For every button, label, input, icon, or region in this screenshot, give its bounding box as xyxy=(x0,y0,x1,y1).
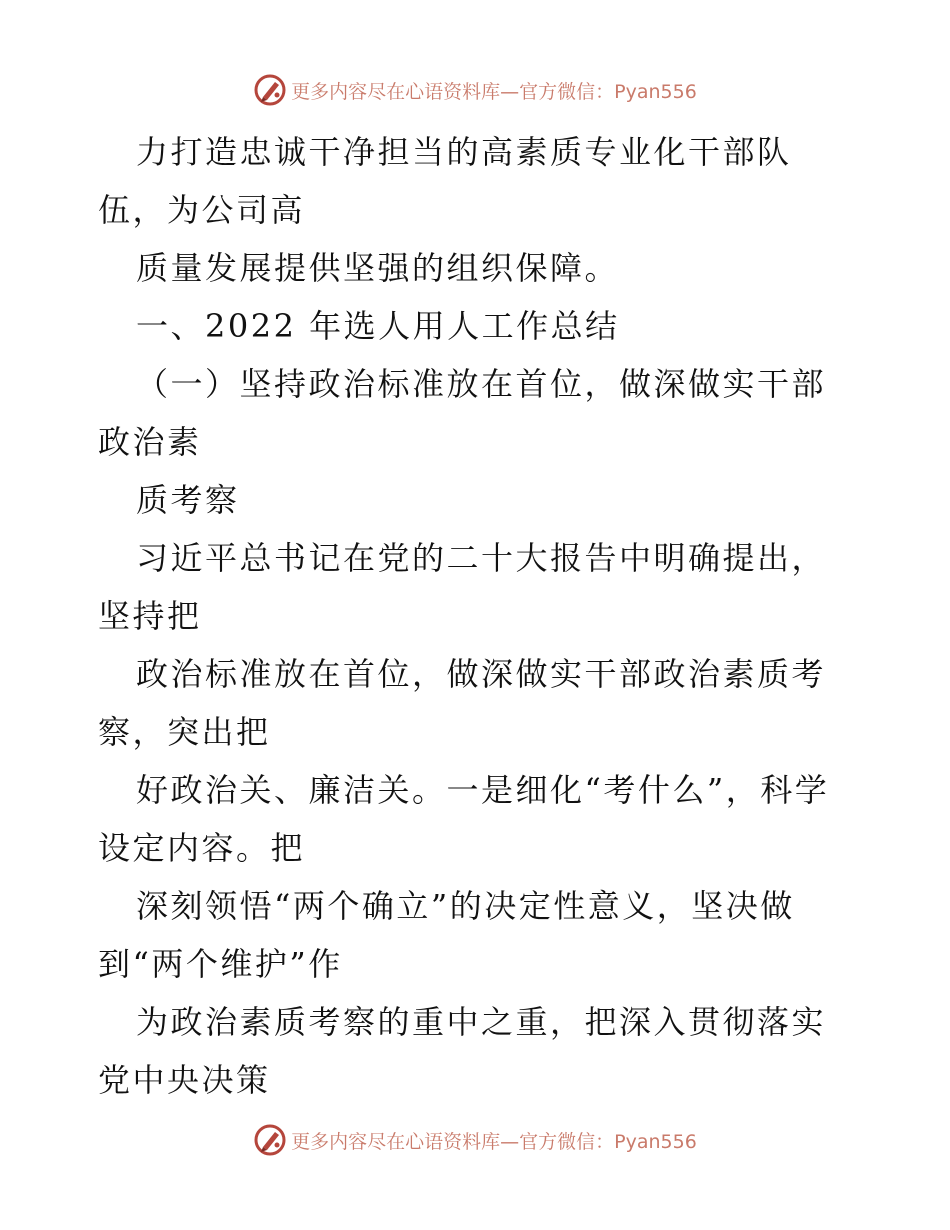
paragraph: 好政治关、廉洁关。一是细化“考什么”，科学设定内容。把 xyxy=(98,771,830,867)
watermark-text: 更多内容尽在心语资料库—官方微信：Pyan556 xyxy=(291,1130,697,1153)
pen-logo-icon xyxy=(253,73,287,107)
paragraph: 质考察 xyxy=(136,481,240,519)
paragraph: 习近平总书记在党的二十大报告中明确提出，坚持把 xyxy=(98,539,827,635)
pen-logo-icon xyxy=(253,1123,287,1157)
footer-watermark xyxy=(0,1120,950,1160)
section-heading: 一、2022 年选人用人工作总结 xyxy=(136,307,620,345)
paragraph: 政治标准放在首位，做深做实干部政治素质考察，突出把 xyxy=(98,655,827,751)
document-body xyxy=(98,123,858,1109)
paragraph: 力打造忠诚干净担当的高素质专业化干部队伍，为公司高 xyxy=(98,133,792,229)
paragraph: 深刻领悟“两个确立”的决定性意义，坚决做到“两个维护”作 xyxy=(98,887,795,983)
paragraph: 质量发展提供坚强的组织保障。 xyxy=(136,249,620,287)
header-watermark xyxy=(0,70,950,110)
paragraph: 为政治素质考察的重中之重，把深入贯彻落实党中央决策 xyxy=(98,1003,827,1099)
watermark-text: 更多内容尽在心语资料库—官方微信：Pyan556 xyxy=(291,80,697,103)
subsection-heading: （一）坚持政治标准放在首位，做深做实干部政治素 xyxy=(98,365,827,461)
